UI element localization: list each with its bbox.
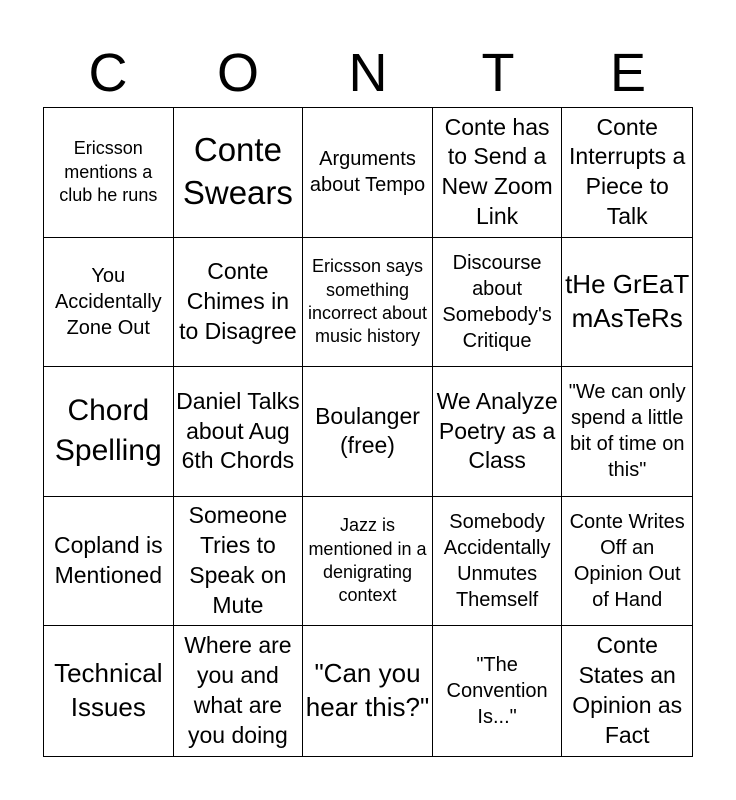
cell-label: Conte Swears [182,131,293,212]
cell-label: Conte Interrupts a Piece to Talk [569,113,686,230]
bingo-cell[interactable] [562,626,692,756]
cell-label: Ericsson mentions a club he runs [59,138,158,205]
title-letter-o: O [216,43,259,103]
cell-label: Conte has to Send a New Zoom Link [441,113,553,230]
bingo-cell[interactable] [562,108,692,238]
cell-label: We Analyze Poetry as a Class [436,387,558,474]
cell-label: Conte Writes Off an Opinion Out of Hand [569,511,685,612]
bingo-cell[interactable] [303,108,433,238]
cell-label: Where are you and what are you doing [184,632,292,749]
bingo-cell[interactable] [44,238,174,368]
bingo-cell[interactable] [44,626,174,756]
bingo-cell[interactable] [562,497,692,627]
title-letter-c: C [88,43,128,103]
cell-label: Chord Spelling [54,393,162,468]
cell-label: Somebody Accidentally Unmutes Themself [443,511,551,612]
cell-label: Ericsson says something incorrect about music history [307,256,428,347]
bingo-board [43,107,693,757]
bingo-cell[interactable] [433,626,563,756]
bingo-cell[interactable] [303,626,433,756]
bingo-cell[interactable] [174,367,304,497]
bingo-cell[interactable] [433,497,563,627]
bingo-cell[interactable] [433,108,563,238]
bingo-cell[interactable] [44,367,174,497]
bingo-cell[interactable] [174,626,304,756]
cell-label: tHe GrEaT mAsTeRs [565,269,690,333]
cell-label: Boulanger (free) [315,402,420,459]
cell-label: Conte Chimes in to Disagree [179,258,297,344]
cell-label: Arguments about Tempo [309,148,426,197]
bingo-cell[interactable] [562,238,692,368]
bingo-cell[interactable] [174,497,304,627]
bingo-cell[interactable] [433,367,563,497]
cell-label: Jazz is mentioned in a denigrating context [308,515,427,606]
bingo-cell[interactable] [303,238,433,368]
bingo-cell[interactable] [433,238,563,368]
bingo-cell[interactable] [303,367,433,497]
title-letter-e: E [609,43,647,103]
cell-label: Daniel Talks about Aug 6th Chords [176,387,300,474]
bingo-cell[interactable] [303,497,433,627]
cell-label: "Can you hear this?" [305,658,430,723]
bingo-cell[interactable] [174,108,304,238]
bingo-cell[interactable] [44,497,174,627]
cell-label: "We can only spend a little bit of time on this" [568,381,686,482]
bingo-cell[interactable] [562,367,692,497]
cell-label: Discourse about Somebody's Critique [442,251,552,352]
bingo-title [43,40,693,106]
cell-label: Copland is Mentioned [53,532,163,589]
bingo-cell[interactable] [44,108,174,238]
bingo-cell[interactable] [174,238,304,368]
title-letter-t: T [481,43,515,103]
cell-label: Technical Issues [54,658,163,723]
title-letter-n: N [348,43,388,103]
cell-label: "The Convention Is..." [446,654,548,729]
cell-label: Conte States an Opinion as Fact [572,632,683,749]
cell-label: Someone Tries to Speak on Mute [188,502,288,618]
cell-label: You Accidentally Zone Out [54,264,162,339]
